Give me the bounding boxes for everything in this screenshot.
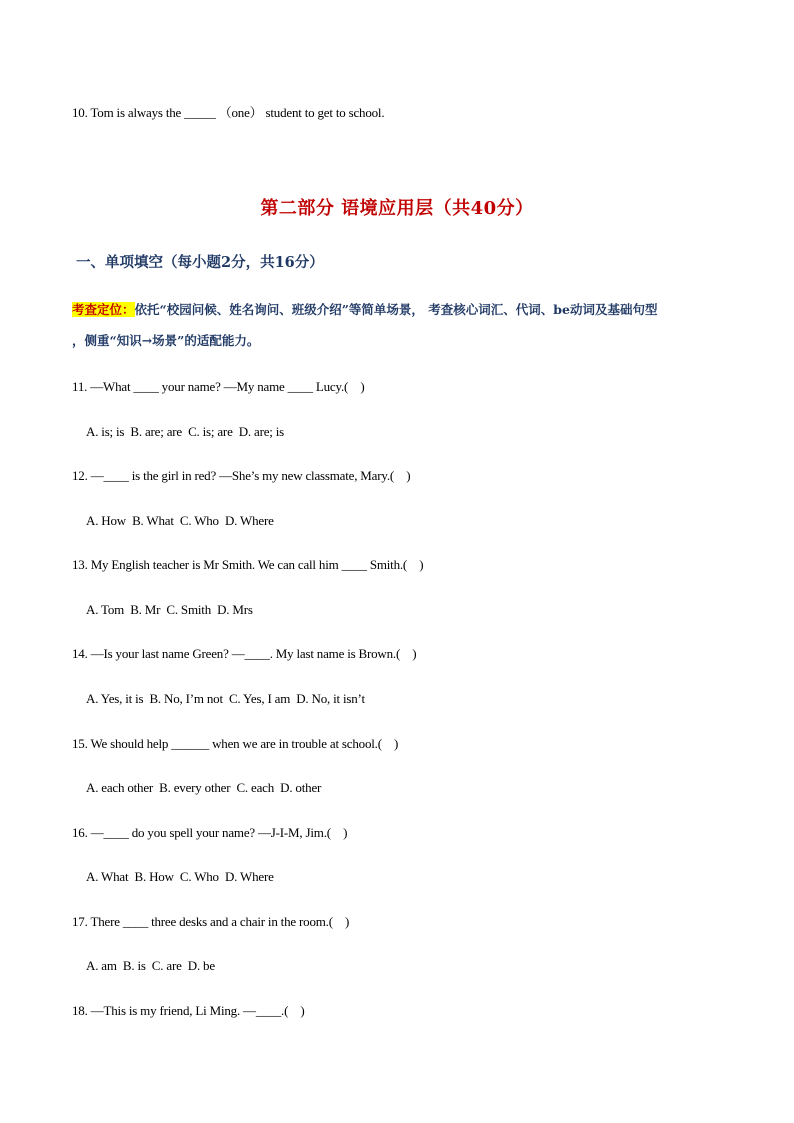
- focus-text-1: 依托“校园问候、姓名询问、班级介绍”等简单场景， 考查核心词汇、代词、be动词及基础句型: [134, 302, 658, 317]
- question-11-options: A. is; is B. are; are C. is; are D. are; is: [86, 424, 285, 439]
- focus-line-1: [72, 301, 657, 319]
- question-13-stem: 13. My English teacher is Mr Smith. We can call him ____ Smith.( ): [72, 557, 424, 572]
- question-13-options: A. Tom B. Mr C. Smith D. Mrs: [86, 602, 253, 617]
- part-title: 第二部分 语境应用层（共40分）: [260, 198, 534, 219]
- focus-label: 考查定位：: [72, 302, 135, 317]
- question-15-stem: 15. We should help ______ when we are in trouble at school.( ): [72, 736, 399, 751]
- section-title: 一、单项填空（每小题2分，共16分）: [76, 254, 324, 271]
- question-18-stem: 18. —This is my friend, Li Ming. —____.( ): [72, 1003, 305, 1018]
- question-16-options: A. What B. How C. Who D. Where: [86, 869, 274, 884]
- question-14-stem: 14. —Is your last name Green? —____. My last name is Brown.( ): [72, 646, 417, 661]
- question-15-options: A. each other B. every other C. each D. other: [86, 780, 322, 795]
- question-14-options: A. Yes, it is B. No, I’m not C. Yes, I am D. No, it isn’t: [86, 691, 365, 706]
- question-16-stem: 16. —____ do you spell your name? —J-I-M, Jim.( ): [72, 825, 348, 840]
- question-12-stem: 12. —____ is the girl in red? —She’s my new classmate, Mary.( ): [72, 468, 411, 483]
- question-17-stem: 17. There ____ three desks and a chair in the room.( ): [72, 914, 350, 929]
- question-17-options: A. am B. is C. are D. be: [86, 958, 215, 973]
- question-11-stem: 11. —What ____ your name? —My name ____ Lucy.( ): [72, 379, 365, 394]
- question-10: 10. Tom is always the _____ （one） student to get to school.: [72, 105, 385, 120]
- question-12-options: A. How B. What C. Who D. Where: [86, 513, 274, 528]
- focus-line-2: ，侧重“知识→场景”的适配能力。: [72, 333, 260, 348]
